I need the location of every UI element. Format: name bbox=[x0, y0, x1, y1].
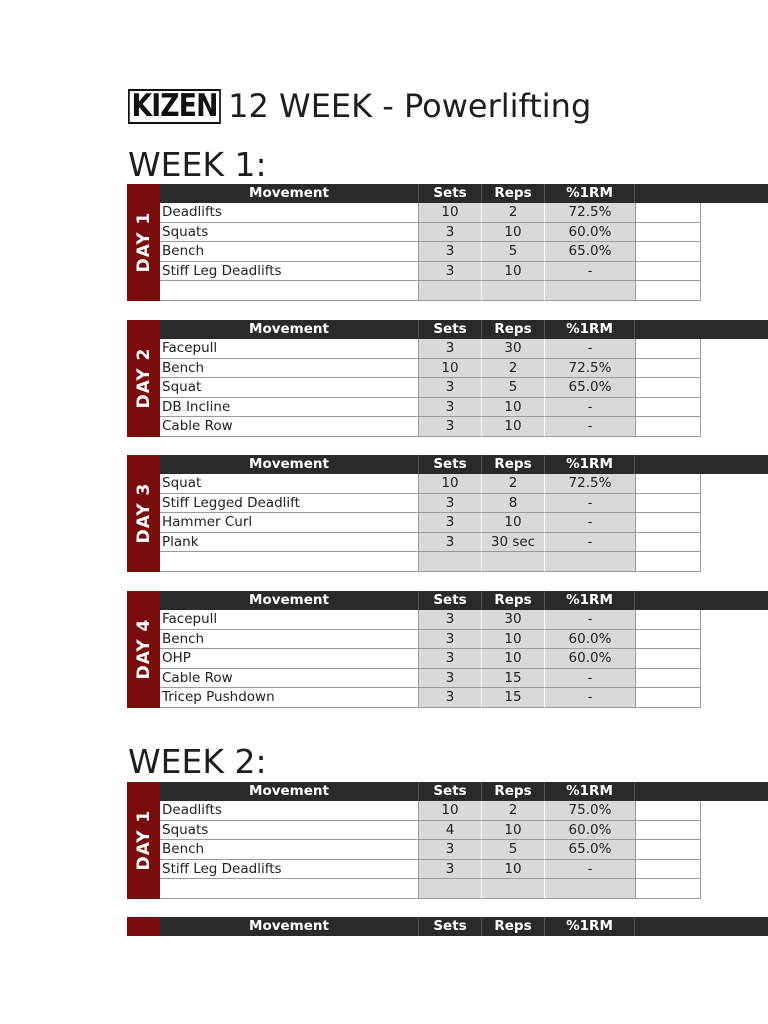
day-label: DAY 2 bbox=[133, 347, 154, 409]
column-header-reps: Reps bbox=[482, 320, 545, 339]
day-tab bbox=[127, 917, 160, 936]
notes-cell bbox=[635, 860, 701, 880]
reps-cell: 2 bbox=[482, 203, 545, 223]
column-header-sets: Sets bbox=[419, 591, 482, 610]
notes-cell bbox=[635, 879, 701, 899]
movement-cell: Cable Row bbox=[160, 669, 419, 689]
table-row bbox=[160, 494, 701, 514]
notes-cell bbox=[635, 262, 701, 282]
notes-cell bbox=[635, 359, 701, 379]
column-header-reps: Reps bbox=[482, 455, 545, 474]
sets-cell bbox=[419, 281, 482, 301]
column-header-rm: %1RM bbox=[545, 320, 635, 339]
rm-cell: 75.0% bbox=[545, 801, 635, 821]
sets-cell: 3 bbox=[419, 610, 482, 630]
reps-cell: 8 bbox=[482, 494, 545, 514]
document-title bbox=[128, 86, 591, 126]
sets-cell: 3 bbox=[419, 533, 482, 553]
movement-cell: Facepull bbox=[160, 610, 419, 630]
sets-cell: 3 bbox=[419, 649, 482, 669]
sets-cell: 3 bbox=[419, 242, 482, 262]
reps-cell: 10 bbox=[482, 513, 545, 533]
day-label: DAY 1 bbox=[133, 809, 154, 871]
column-header-movement: Movement bbox=[160, 455, 419, 474]
sets-cell: 3 bbox=[419, 513, 482, 533]
notes-cell bbox=[635, 203, 701, 223]
column-header-reps: Reps bbox=[482, 184, 545, 203]
movement-cell: Stiff Leg Deadlifts bbox=[160, 860, 419, 880]
table-row bbox=[160, 474, 701, 494]
table-row bbox=[160, 801, 701, 821]
movement-cell: Squats bbox=[160, 223, 419, 243]
column-header-reps: Reps bbox=[482, 591, 545, 610]
sets-cell: 3 bbox=[419, 494, 482, 514]
table-row bbox=[160, 610, 701, 630]
rm-cell: - bbox=[545, 688, 635, 708]
week-heading: WEEK 1: bbox=[128, 145, 267, 184]
rm-cell: 60.0% bbox=[545, 821, 635, 841]
notes-cell bbox=[635, 688, 701, 708]
table-header bbox=[160, 184, 768, 203]
day-label: DAY 3 bbox=[133, 482, 154, 544]
table-row bbox=[160, 242, 701, 262]
rm-cell bbox=[545, 281, 635, 301]
column-header-reps: Reps bbox=[482, 917, 545, 936]
column-header-rm: %1RM bbox=[545, 455, 635, 474]
sets-cell: 3 bbox=[419, 688, 482, 708]
reps-cell bbox=[482, 879, 545, 899]
rm-cell: 65.0% bbox=[545, 840, 635, 860]
movement-cell: Squat bbox=[160, 474, 419, 494]
notes-cell bbox=[635, 630, 701, 650]
table-row bbox=[160, 262, 701, 282]
notes-cell bbox=[635, 533, 701, 553]
sets-cell: 3 bbox=[419, 378, 482, 398]
table-header bbox=[160, 455, 768, 474]
week-heading: WEEK 2: bbox=[128, 742, 267, 781]
day-tab bbox=[127, 320, 160, 437]
reps-cell: 15 bbox=[482, 688, 545, 708]
rm-cell: 72.5% bbox=[545, 359, 635, 379]
table-row bbox=[160, 533, 701, 553]
rm-cell: - bbox=[545, 494, 635, 514]
reps-cell: 10 bbox=[482, 417, 545, 437]
table-row bbox=[160, 649, 701, 669]
day-tab bbox=[127, 591, 160, 708]
column-header-movement: Movement bbox=[160, 184, 419, 203]
reps-cell: 30 bbox=[482, 339, 545, 359]
movement-cell bbox=[160, 879, 419, 899]
column-header-sets: Sets bbox=[419, 782, 482, 801]
table-row bbox=[160, 223, 701, 243]
movement-cell: Squat bbox=[160, 378, 419, 398]
reps-cell: 10 bbox=[482, 860, 545, 880]
notes-cell bbox=[635, 513, 701, 533]
reps-cell: 10 bbox=[482, 649, 545, 669]
day-label: DAY 1 bbox=[133, 211, 154, 273]
day-block bbox=[127, 320, 768, 437]
column-header-movement: Movement bbox=[160, 782, 419, 801]
reps-cell bbox=[482, 552, 545, 572]
notes-cell bbox=[635, 417, 701, 437]
rm-cell: 72.5% bbox=[545, 474, 635, 494]
table-row bbox=[160, 840, 701, 860]
reps-cell: 5 bbox=[482, 242, 545, 262]
table-row bbox=[160, 669, 701, 689]
reps-cell: 30 bbox=[482, 610, 545, 630]
sets-cell: 3 bbox=[419, 669, 482, 689]
day-block bbox=[127, 455, 768, 572]
reps-cell: 5 bbox=[482, 840, 545, 860]
column-header-reps: Reps bbox=[482, 782, 545, 801]
notes-cell bbox=[635, 223, 701, 243]
rm-cell bbox=[545, 879, 635, 899]
notes-cell bbox=[635, 378, 701, 398]
column-header-sets: Sets bbox=[419, 917, 482, 936]
rm-cell: - bbox=[545, 669, 635, 689]
movement-cell: Bench bbox=[160, 630, 419, 650]
rm-cell: - bbox=[545, 398, 635, 418]
sets-cell: 3 bbox=[419, 860, 482, 880]
kizen-logo: KIZEN bbox=[128, 89, 221, 124]
rm-cell: 60.0% bbox=[545, 223, 635, 243]
reps-cell: 10 bbox=[482, 398, 545, 418]
reps-cell: 2 bbox=[482, 474, 545, 494]
table-row bbox=[160, 339, 701, 359]
sets-cell: 3 bbox=[419, 339, 482, 359]
sets-cell bbox=[419, 552, 482, 572]
sets-cell: 10 bbox=[419, 359, 482, 379]
title-text: 12 WEEK - Powerlifting bbox=[228, 87, 592, 125]
notes-cell bbox=[635, 801, 701, 821]
reps-cell: 5 bbox=[482, 378, 545, 398]
movement-cell: Tricep Pushdown bbox=[160, 688, 419, 708]
table-row bbox=[160, 630, 701, 650]
column-header-sets: Sets bbox=[419, 320, 482, 339]
reps-cell bbox=[482, 281, 545, 301]
rm-cell: - bbox=[545, 533, 635, 553]
reps-cell: 10 bbox=[482, 630, 545, 650]
reps-cell: 30 sec bbox=[482, 533, 545, 553]
day-block bbox=[127, 917, 768, 936]
column-header-rm: %1RM bbox=[545, 591, 635, 610]
movement-cell: OHP bbox=[160, 649, 419, 669]
movement-cell: Cable Row bbox=[160, 417, 419, 437]
table-header bbox=[160, 782, 768, 801]
sets-cell: 3 bbox=[419, 398, 482, 418]
movement-cell bbox=[160, 281, 419, 301]
rm-cell: 65.0% bbox=[545, 242, 635, 262]
table-row bbox=[160, 359, 701, 379]
notes-cell bbox=[635, 242, 701, 262]
rm-cell: 60.0% bbox=[545, 649, 635, 669]
reps-cell: 10 bbox=[482, 223, 545, 243]
movement-cell: DB Incline bbox=[160, 398, 419, 418]
column-header-movement: Movement bbox=[160, 320, 419, 339]
notes-cell bbox=[635, 649, 701, 669]
day-tab bbox=[127, 782, 160, 899]
reps-cell: 2 bbox=[482, 801, 545, 821]
notes-cell bbox=[635, 398, 701, 418]
notes-cell bbox=[635, 552, 701, 572]
column-header-movement: Movement bbox=[160, 917, 419, 936]
table-row bbox=[160, 417, 701, 437]
table-row bbox=[160, 688, 701, 708]
notes-cell bbox=[635, 474, 701, 494]
movement-cell: Bench bbox=[160, 359, 419, 379]
column-header-rm: %1RM bbox=[545, 184, 635, 203]
movement-cell: Stiff Leg Deadlifts bbox=[160, 262, 419, 282]
table-row bbox=[160, 552, 701, 572]
movement-cell: Deadlifts bbox=[160, 203, 419, 223]
notes-cell bbox=[635, 669, 701, 689]
rm-cell bbox=[545, 552, 635, 572]
column-header-sets: Sets bbox=[419, 184, 482, 203]
table-header bbox=[160, 917, 768, 936]
column-header-movement: Movement bbox=[160, 591, 419, 610]
day-label: DAY 4 bbox=[133, 618, 154, 680]
movement-cell: Squats bbox=[160, 821, 419, 841]
rm-cell: - bbox=[545, 513, 635, 533]
table-row bbox=[160, 203, 701, 223]
table-row bbox=[160, 879, 701, 899]
table-row bbox=[160, 281, 701, 301]
column-header-sets: Sets bbox=[419, 455, 482, 474]
column-header-rm: %1RM bbox=[545, 782, 635, 801]
movement-cell: Bench bbox=[160, 840, 419, 860]
sets-cell bbox=[419, 879, 482, 899]
reps-cell: 2 bbox=[482, 359, 545, 379]
sets-cell: 3 bbox=[419, 262, 482, 282]
movement-cell: Stiff Legged Deadlift bbox=[160, 494, 419, 514]
rm-cell: 65.0% bbox=[545, 378, 635, 398]
notes-cell bbox=[635, 610, 701, 630]
rm-cell: - bbox=[545, 610, 635, 630]
table-row bbox=[160, 821, 701, 841]
sets-cell: 10 bbox=[419, 474, 482, 494]
sets-cell: 3 bbox=[419, 630, 482, 650]
sets-cell: 3 bbox=[419, 840, 482, 860]
movement-cell: Plank bbox=[160, 533, 419, 553]
column-header-rm: %1RM bbox=[545, 917, 635, 936]
table-row bbox=[160, 398, 701, 418]
rm-cell: - bbox=[545, 860, 635, 880]
movement-cell: Bench bbox=[160, 242, 419, 262]
day-block bbox=[127, 591, 768, 708]
table-row bbox=[160, 860, 701, 880]
movement-cell bbox=[160, 552, 419, 572]
reps-cell: 10 bbox=[482, 262, 545, 282]
sets-cell: 3 bbox=[419, 417, 482, 437]
movement-cell: Hammer Curl bbox=[160, 513, 419, 533]
reps-cell: 15 bbox=[482, 669, 545, 689]
notes-cell bbox=[635, 494, 701, 514]
sets-cell: 3 bbox=[419, 223, 482, 243]
sets-cell: 10 bbox=[419, 801, 482, 821]
rm-cell: 60.0% bbox=[545, 630, 635, 650]
rm-cell: - bbox=[545, 262, 635, 282]
rm-cell: - bbox=[545, 339, 635, 359]
notes-cell bbox=[635, 281, 701, 301]
rm-cell: 72.5% bbox=[545, 203, 635, 223]
table-row bbox=[160, 378, 701, 398]
sets-cell: 4 bbox=[419, 821, 482, 841]
notes-cell bbox=[635, 821, 701, 841]
sets-cell: 10 bbox=[419, 203, 482, 223]
notes-cell bbox=[635, 840, 701, 860]
day-tab bbox=[127, 455, 160, 572]
table-header bbox=[160, 320, 768, 339]
day-block bbox=[127, 782, 768, 899]
reps-cell: 10 bbox=[482, 821, 545, 841]
movement-cell: Deadlifts bbox=[160, 801, 419, 821]
notes-cell bbox=[635, 339, 701, 359]
rm-cell: - bbox=[545, 417, 635, 437]
table-row bbox=[160, 513, 701, 533]
table-header bbox=[160, 591, 768, 610]
day-block bbox=[127, 184, 768, 301]
movement-cell: Facepull bbox=[160, 339, 419, 359]
day-tab bbox=[127, 184, 160, 301]
